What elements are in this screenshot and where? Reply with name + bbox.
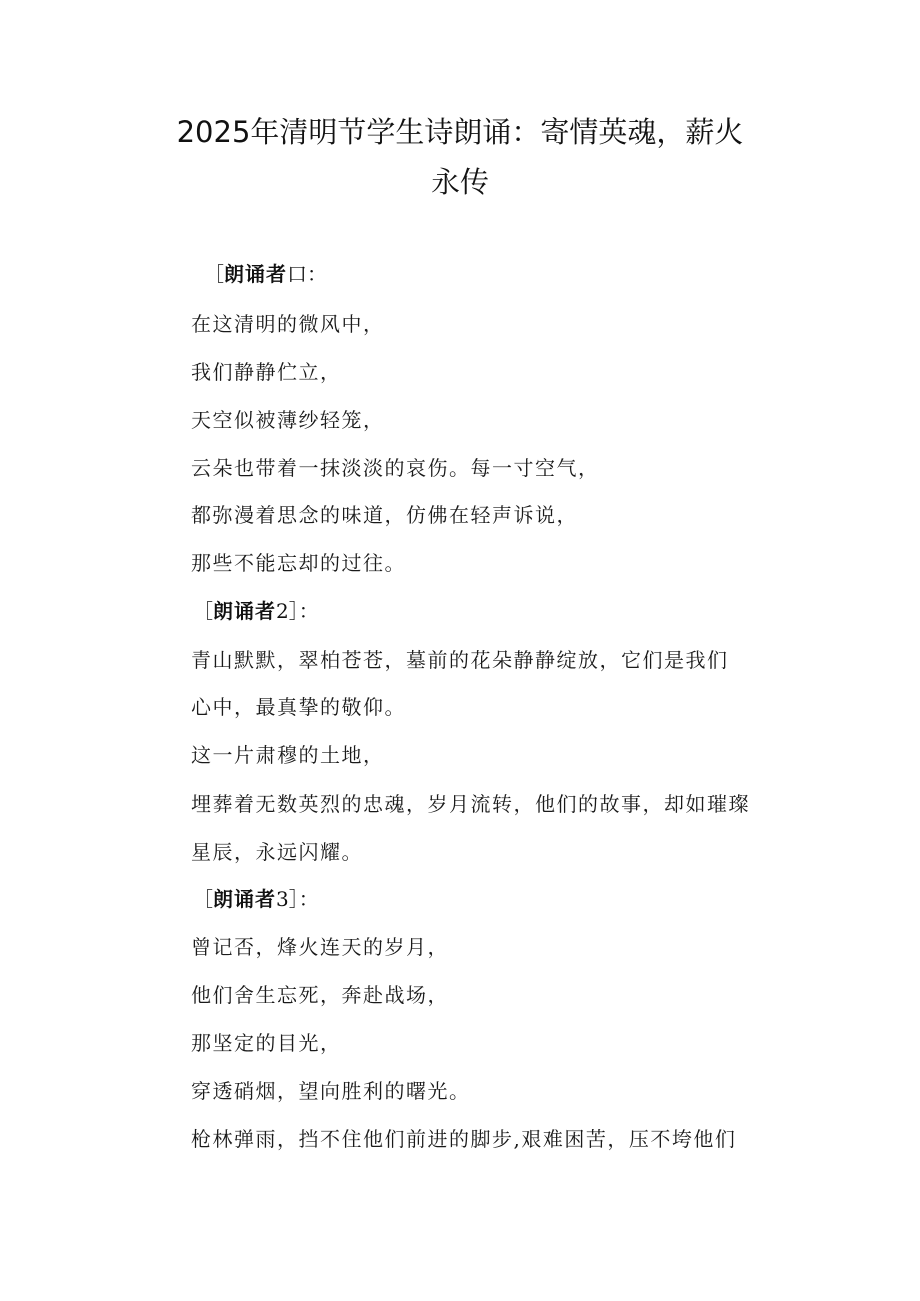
- poem-line: 曾记否，烽火连天的岁月，: [191, 935, 449, 959]
- speaker-name: 朗诵者: [213, 887, 276, 911]
- poem-line: 云朵也带着一抹淡淡的哀伤。每一寸空气，: [191, 456, 600, 480]
- poem-line: 我们静静伫立，: [191, 360, 342, 384]
- poem-line: 他们舍生忘死，奔赴战场，: [191, 983, 449, 1007]
- poem-line: 心中，最真挚的敬仰。: [191, 695, 406, 719]
- speaker-label-2: [193, 599, 319, 623]
- poem-line: 天空似被薄纱轻笼，: [191, 408, 385, 432]
- speaker-open-bracket: ［: [193, 887, 213, 911]
- speaker-close-bracket: ］: [288, 887, 299, 911]
- speaker-tail: ：: [298, 599, 319, 623]
- poem-line: 埋葬着无数英烈的忠魂，岁月流转，他们的故事，却如璀璨: [191, 792, 750, 816]
- poem-line: 那些不能忘却的过往。: [191, 551, 406, 575]
- speaker-tail: ：: [298, 887, 319, 911]
- poem-line: 那坚定的目光，: [191, 1031, 342, 1055]
- speaker-name: 朗诵者: [224, 262, 287, 286]
- document-title-line-2: 永传: [430, 165, 489, 199]
- speaker-close-bracket: ］: [288, 599, 299, 623]
- speaker-close: ：: [307, 262, 327, 286]
- poem-line: 这一片肃穆的土地，: [191, 743, 385, 767]
- speaker-name: 朗诵者: [213, 599, 276, 623]
- speaker-label-1: [204, 262, 327, 286]
- poem-line: 青山默默，翠柏苍苍，墓前的花朵静静绽放，它们是我们: [191, 648, 729, 672]
- poem-line: 在这清明的微风中，: [191, 312, 385, 336]
- poem-line: 枪林弹雨，挡不住他们前进的脚步,艰难困苦，压不垮他们: [191, 1127, 737, 1151]
- speaker-number: 口: [287, 262, 307, 286]
- speaker-number: 3: [276, 887, 289, 911]
- speaker-open-bracket: ［: [193, 599, 213, 623]
- speaker-open-bracket: ［: [204, 262, 224, 286]
- speaker-number: 2: [276, 599, 289, 623]
- document-title-line-1: 2025年清明节学生诗朗诵：寄情英魂，薪火: [176, 115, 744, 149]
- poem-line: 星辰，永远闪耀。: [191, 840, 363, 864]
- poem-line: 都弥漫着思念的味道，仿佛在轻声诉说，: [191, 503, 578, 527]
- poem-line: 穿透硝烟，望向胜利的曙光。: [191, 1079, 471, 1103]
- speaker-label-3: [193, 887, 319, 911]
